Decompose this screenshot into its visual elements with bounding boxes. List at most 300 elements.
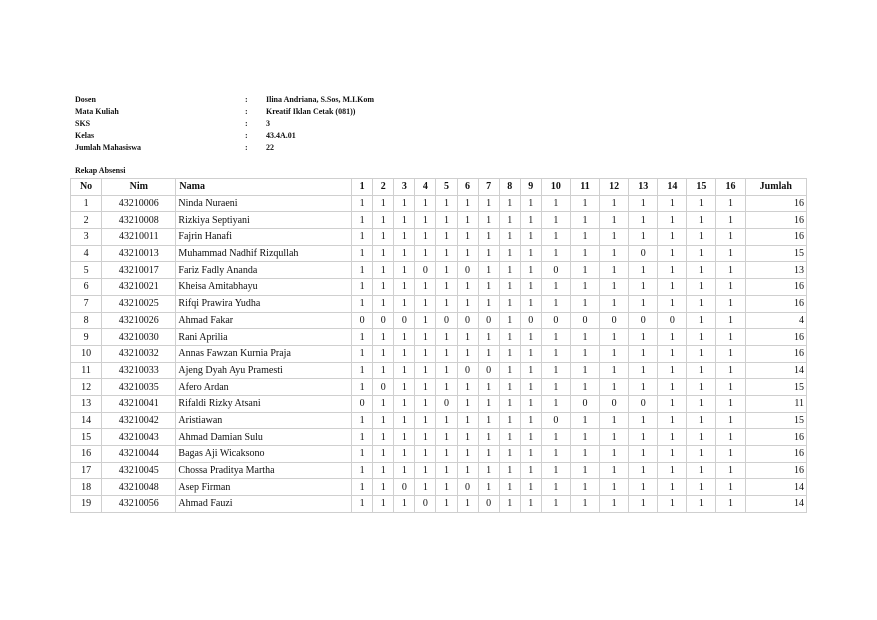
attendance-cell: 1	[600, 262, 629, 279]
attendance-cell: 0	[600, 395, 629, 412]
total-cell: 15	[745, 379, 806, 396]
attendance-cell: 1	[658, 195, 687, 212]
attendance-cell: 1	[520, 395, 541, 412]
info-row-mata-kuliah	[75, 106, 374, 118]
attendance-cell: 1	[415, 195, 436, 212]
attendance-cell: 1	[600, 295, 629, 312]
attendance-cell: 1	[457, 395, 478, 412]
attendance-cell: 1	[658, 362, 687, 379]
attendance-cell: 1	[352, 412, 373, 429]
attendance-cell: 1	[394, 462, 415, 479]
attendance-cell: 1	[520, 212, 541, 229]
attendance-cell: 1	[687, 329, 716, 346]
attendance-cell: 1	[415, 212, 436, 229]
attendance-cell: 1	[499, 345, 520, 362]
attendance-cell: 1	[541, 195, 570, 212]
attendance-cell: 1	[716, 462, 745, 479]
attendance-cell: 1	[373, 412, 394, 429]
attendance-cell: 1	[415, 329, 436, 346]
attendance-cell: 1	[373, 462, 394, 479]
attendance-cell: 1	[352, 379, 373, 396]
attendance-cell: 1	[520, 345, 541, 362]
row-number-cell: 14	[71, 412, 102, 429]
attendance-cell: 1	[541, 462, 570, 479]
attendance-cell: 1	[436, 195, 457, 212]
column-header: Nama	[176, 179, 352, 196]
attendance-cell: 1	[600, 362, 629, 379]
attendance-cell: 1	[658, 295, 687, 312]
attendance-cell: 1	[478, 412, 499, 429]
column-header: 5	[436, 179, 457, 196]
attendance-cell: 1	[570, 479, 599, 496]
attendance-cell: 1	[457, 245, 478, 262]
table-row	[71, 229, 807, 246]
attendance-cell: 1	[600, 279, 629, 296]
attendance-cell: 1	[716, 195, 745, 212]
attendance-cell: 0	[629, 395, 658, 412]
attendance-cell: 1	[394, 379, 415, 396]
column-header: No	[71, 179, 102, 196]
attendance-cell: 0	[570, 395, 599, 412]
attendance-cell: 1	[457, 212, 478, 229]
name-cell: Rifqi Prawira Yudha	[176, 295, 352, 312]
attendance-cell: 1	[457, 229, 478, 246]
row-number-cell: 15	[71, 429, 102, 446]
attendance-cell: 1	[629, 496, 658, 513]
attendance-cell: 0	[629, 312, 658, 329]
attendance-cell: 1	[499, 479, 520, 496]
attendance-cell: 1	[457, 279, 478, 296]
column-header: 7	[478, 179, 499, 196]
attendance-cell: 1	[600, 212, 629, 229]
total-cell: 16	[745, 446, 806, 463]
column-header: Nim	[102, 179, 176, 196]
attendance-cell: 1	[478, 345, 499, 362]
course-info	[75, 94, 374, 154]
attendance-cell: 1	[541, 279, 570, 296]
attendance-cell: 1	[352, 262, 373, 279]
attendance-cell: 0	[457, 362, 478, 379]
attendance-cell: 1	[520, 195, 541, 212]
attendance-cell: 1	[716, 295, 745, 312]
attendance-cell: 0	[457, 479, 478, 496]
attendance-cell: 1	[687, 312, 716, 329]
attendance-cell: 1	[478, 195, 499, 212]
attendance-cell: 1	[541, 446, 570, 463]
name-cell: Asep Firman	[176, 479, 352, 496]
attendance-cell: 1	[716, 312, 745, 329]
name-cell: Rifaldi Rizky Atsani	[176, 395, 352, 412]
attendance-cell: 1	[629, 212, 658, 229]
total-cell: 16	[745, 429, 806, 446]
attendance-cell: 1	[520, 229, 541, 246]
column-header: 6	[457, 179, 478, 196]
name-cell: Bagas Aji Wicaksono	[176, 446, 352, 463]
attendance-cell: 1	[541, 295, 570, 312]
attendance-cell: 1	[600, 496, 629, 513]
attendance-cell: 1	[436, 245, 457, 262]
attendance-cell: 1	[687, 345, 716, 362]
info-value: 22	[266, 143, 274, 152]
attendance-cell: 1	[352, 279, 373, 296]
attendance-cell: 1	[415, 446, 436, 463]
row-number-cell: 11	[71, 362, 102, 379]
attendance-cell: 1	[352, 295, 373, 312]
attendance-cell: 1	[520, 479, 541, 496]
attendance-cell: 1	[629, 279, 658, 296]
attendance-cell: 1	[520, 245, 541, 262]
name-cell: Ahmad Damian Sulu	[176, 429, 352, 446]
attendance-cell: 0	[436, 312, 457, 329]
attendance-cell: 1	[478, 229, 499, 246]
table-row	[71, 462, 807, 479]
attendance-cell: 1	[394, 362, 415, 379]
attendance-cell: 1	[394, 496, 415, 513]
attendance-cell: 1	[457, 496, 478, 513]
attendance-cell: 0	[352, 312, 373, 329]
attendance-cell: 1	[570, 295, 599, 312]
attendance-cell: 1	[478, 462, 499, 479]
total-cell: 15	[745, 245, 806, 262]
attendance-cell: 1	[373, 446, 394, 463]
attendance-cell: 1	[415, 229, 436, 246]
attendance-cell: 1	[541, 229, 570, 246]
attendance-cell: 1	[629, 362, 658, 379]
attendance-cell: 1	[457, 412, 478, 429]
attendance-cell: 1	[520, 446, 541, 463]
attendance-cell: 1	[457, 446, 478, 463]
attendance-cell: 1	[716, 279, 745, 296]
attendance-cell: 1	[687, 496, 716, 513]
name-cell: Rizkiya Septiyani	[176, 212, 352, 229]
info-row-jumlah-mahasiswa	[75, 142, 374, 154]
attendance-cell: 1	[600, 429, 629, 446]
attendance-cell: 1	[716, 229, 745, 246]
nim-cell: 43210006	[102, 195, 176, 212]
attendance-cell: 1	[457, 345, 478, 362]
attendance-cell: 1	[687, 412, 716, 429]
name-cell: Fajrin Hanafi	[176, 229, 352, 246]
name-cell: Afero Ardan	[176, 379, 352, 396]
name-cell: Annas Fawzan Kurnia Praja	[176, 345, 352, 362]
attendance-cell: 1	[687, 262, 716, 279]
nim-cell: 43210043	[102, 429, 176, 446]
attendance-cell: 1	[687, 462, 716, 479]
nim-cell: 43210013	[102, 245, 176, 262]
attendance-cell: 1	[570, 279, 599, 296]
attendance-cell: 1	[415, 379, 436, 396]
attendance-cell: 1	[436, 329, 457, 346]
column-header: 12	[600, 179, 629, 196]
column-header: 2	[373, 179, 394, 196]
row-number-cell: 2	[71, 212, 102, 229]
attendance-cell: 1	[373, 262, 394, 279]
attendance-cell: 1	[687, 379, 716, 396]
attendance-cell: 1	[687, 446, 716, 463]
column-header: 14	[658, 179, 687, 196]
attendance-cell: 1	[658, 446, 687, 463]
attendance-cell: 1	[541, 329, 570, 346]
attendance-cell: 1	[570, 212, 599, 229]
attendance-cell: 1	[716, 429, 745, 446]
info-colon: :	[245, 143, 248, 152]
attendance-cell: 1	[436, 429, 457, 446]
table-row	[71, 279, 807, 296]
row-number-cell: 1	[71, 195, 102, 212]
attendance-cell: 1	[436, 295, 457, 312]
attendance-cell: 1	[629, 195, 658, 212]
attendance-cell: 1	[394, 446, 415, 463]
info-value: 3	[266, 119, 270, 128]
attendance-cell: 1	[629, 412, 658, 429]
attendance-cell: 1	[478, 212, 499, 229]
attendance-cell: 1	[570, 229, 599, 246]
attendance-cell: 1	[520, 379, 541, 396]
attendance-cell: 1	[687, 362, 716, 379]
attendance-cell: 1	[520, 262, 541, 279]
name-cell: Aristiawan	[176, 412, 352, 429]
row-number-cell: 19	[71, 496, 102, 513]
column-header: 4	[415, 179, 436, 196]
attendance-cell: 1	[436, 279, 457, 296]
attendance-cell: 1	[415, 362, 436, 379]
attendance-cell: 1	[415, 295, 436, 312]
table-row	[71, 412, 807, 429]
table-row	[71, 195, 807, 212]
attendance-cell: 1	[415, 345, 436, 362]
attendance-cell: 1	[373, 279, 394, 296]
attendance-cell: 1	[352, 429, 373, 446]
attendance-cell: 1	[520, 279, 541, 296]
total-cell: 14	[745, 362, 806, 379]
table-row	[71, 479, 807, 496]
attendance-cell: 1	[436, 345, 457, 362]
info-colon: :	[245, 107, 248, 116]
nim-cell: 43210008	[102, 212, 176, 229]
info-row-dosen	[75, 94, 374, 106]
total-cell: 11	[745, 395, 806, 412]
attendance-cell: 1	[436, 229, 457, 246]
attendance-cell: 0	[436, 395, 457, 412]
attendance-cell: 1	[415, 429, 436, 446]
attendance-cell: 1	[600, 462, 629, 479]
attendance-cell: 1	[716, 479, 745, 496]
attendance-cell: 0	[394, 479, 415, 496]
attendance-cell: 1	[600, 329, 629, 346]
attendance-cell: 1	[478, 395, 499, 412]
attendance-cell: 1	[352, 212, 373, 229]
attendance-cell: 0	[457, 262, 478, 279]
attendance-cell: 1	[352, 496, 373, 513]
attendance-cell: 1	[520, 412, 541, 429]
nim-cell: 43210035	[102, 379, 176, 396]
attendance-cell: 1	[499, 446, 520, 463]
attendance-cell: 1	[687, 212, 716, 229]
attendance-cell: 1	[629, 345, 658, 362]
attendance-cell: 1	[499, 496, 520, 513]
column-header: 10	[541, 179, 570, 196]
attendance-cell: 1	[570, 329, 599, 346]
attendance-cell: 1	[394, 195, 415, 212]
table-row	[71, 212, 807, 229]
attendance-cell: 1	[373, 229, 394, 246]
attendance-cell: 1	[415, 395, 436, 412]
attendance-table	[70, 178, 807, 513]
nim-cell: 43210026	[102, 312, 176, 329]
attendance-cell: 0	[600, 312, 629, 329]
nim-cell: 43210021	[102, 279, 176, 296]
attendance-cell: 0	[541, 262, 570, 279]
attendance-cell: 1	[716, 379, 745, 396]
column-header: 1	[352, 179, 373, 196]
attendance-cell: 1	[658, 462, 687, 479]
attendance-cell: 1	[658, 279, 687, 296]
attendance-cell: 1	[541, 345, 570, 362]
row-number-cell: 17	[71, 462, 102, 479]
attendance-cell: 1	[687, 295, 716, 312]
info-colon: :	[245, 131, 248, 140]
attendance-cell: 1	[629, 295, 658, 312]
attendance-cell: 1	[687, 395, 716, 412]
info-value: 43.4A.01	[266, 131, 296, 140]
attendance-cell: 1	[415, 279, 436, 296]
attendance-cell: 1	[394, 212, 415, 229]
total-cell: 14	[745, 479, 806, 496]
nim-cell: 43210033	[102, 362, 176, 379]
attendance-cell: 1	[436, 362, 457, 379]
nim-cell: 43210045	[102, 462, 176, 479]
name-cell: Ninda Nuraeni	[176, 195, 352, 212]
attendance-cell: 1	[541, 429, 570, 446]
attendance-cell: 1	[499, 312, 520, 329]
nim-cell: 43210056	[102, 496, 176, 513]
attendance-cell: 1	[629, 262, 658, 279]
attendance-cell: 0	[415, 262, 436, 279]
attendance-cell: 1	[600, 245, 629, 262]
attendance-cell: 1	[629, 329, 658, 346]
attendance-cell: 1	[570, 345, 599, 362]
attendance-cell: 1	[394, 279, 415, 296]
attendance-cell: 0	[394, 312, 415, 329]
name-cell: Ajeng Dyah Ayu Pramesti	[176, 362, 352, 379]
attendance-cell: 1	[600, 412, 629, 429]
attendance-cell: 1	[520, 462, 541, 479]
total-cell: 16	[745, 279, 806, 296]
attendance-cell: 0	[457, 312, 478, 329]
attendance-cell: 1	[415, 412, 436, 429]
name-cell: Ahmad Fakar	[176, 312, 352, 329]
name-cell: Rani Aprilia	[176, 329, 352, 346]
attendance-cell: 1	[600, 379, 629, 396]
attendance-cell: 1	[687, 279, 716, 296]
total-cell: 16	[745, 329, 806, 346]
attendance-cell: 1	[658, 262, 687, 279]
attendance-cell: 1	[352, 245, 373, 262]
section-title: Rekap Absensi	[75, 166, 126, 175]
total-cell: 14	[745, 496, 806, 513]
nim-cell: 43210041	[102, 395, 176, 412]
attendance-cell: 1	[499, 395, 520, 412]
attendance-cell: 1	[658, 379, 687, 396]
attendance-cell: 1	[499, 295, 520, 312]
attendance-cell: 1	[457, 195, 478, 212]
attendance-cell: 1	[415, 479, 436, 496]
table-row	[71, 345, 807, 362]
attendance-cell: 1	[658, 329, 687, 346]
attendance-cell: 1	[716, 245, 745, 262]
attendance-cell: 1	[352, 345, 373, 362]
total-cell: 4	[745, 312, 806, 329]
column-header: 8	[499, 179, 520, 196]
attendance-cell: 1	[478, 295, 499, 312]
attendance-cell: 1	[394, 429, 415, 446]
table-row	[71, 245, 807, 262]
nim-cell: 43210032	[102, 345, 176, 362]
row-number-cell: 3	[71, 229, 102, 246]
total-cell: 13	[745, 262, 806, 279]
attendance-cell: 1	[499, 229, 520, 246]
row-number-cell: 4	[71, 245, 102, 262]
attendance-cell: 1	[415, 312, 436, 329]
attendance-cell: 1	[541, 362, 570, 379]
attendance-cell: 1	[499, 262, 520, 279]
attendance-cell: 1	[436, 479, 457, 496]
attendance-cell: 1	[499, 245, 520, 262]
attendance-cell: 1	[394, 345, 415, 362]
attendance-cell: 1	[499, 195, 520, 212]
name-cell: Kheisa Amitabhayu	[176, 279, 352, 296]
table-row	[71, 446, 807, 463]
attendance-cell: 1	[658, 345, 687, 362]
name-cell: Muhammad Nadhif Rizqullah	[176, 245, 352, 262]
attendance-cell: 1	[352, 446, 373, 463]
attendance-cell: 1	[373, 329, 394, 346]
attendance-cell: 1	[520, 295, 541, 312]
nim-cell: 43210044	[102, 446, 176, 463]
row-number-cell: 12	[71, 379, 102, 396]
column-header: Jumlah	[745, 179, 806, 196]
attendance-cell: 1	[629, 229, 658, 246]
table-row	[71, 262, 807, 279]
attendance-cell: 1	[541, 212, 570, 229]
attendance-cell: 1	[394, 229, 415, 246]
attendance-cell: 0	[629, 245, 658, 262]
attendance-cell: 1	[352, 362, 373, 379]
info-label: Kelas	[75, 131, 95, 140]
info-colon: :	[245, 95, 248, 104]
attendance-cell: 1	[394, 262, 415, 279]
attendance-cell: 0	[352, 395, 373, 412]
attendance-cell: 1	[541, 479, 570, 496]
total-cell: 16	[745, 345, 806, 362]
row-number-cell: 10	[71, 345, 102, 362]
column-header: 16	[716, 179, 745, 196]
attendance-cell: 1	[570, 412, 599, 429]
attendance-cell: 1	[436, 212, 457, 229]
attendance-cell: 0	[373, 379, 394, 396]
table-row	[71, 295, 807, 312]
attendance-cell: 1	[394, 329, 415, 346]
attendance-cell: 1	[687, 245, 716, 262]
attendance-cell: 0	[570, 312, 599, 329]
attendance-cell: 1	[541, 395, 570, 412]
table-row	[71, 395, 807, 412]
attendance-cell: 0	[415, 496, 436, 513]
info-row-kelas	[75, 130, 374, 142]
attendance-cell: 1	[499, 212, 520, 229]
attendance-cell: 1	[394, 395, 415, 412]
attendance-cell: 1	[541, 496, 570, 513]
